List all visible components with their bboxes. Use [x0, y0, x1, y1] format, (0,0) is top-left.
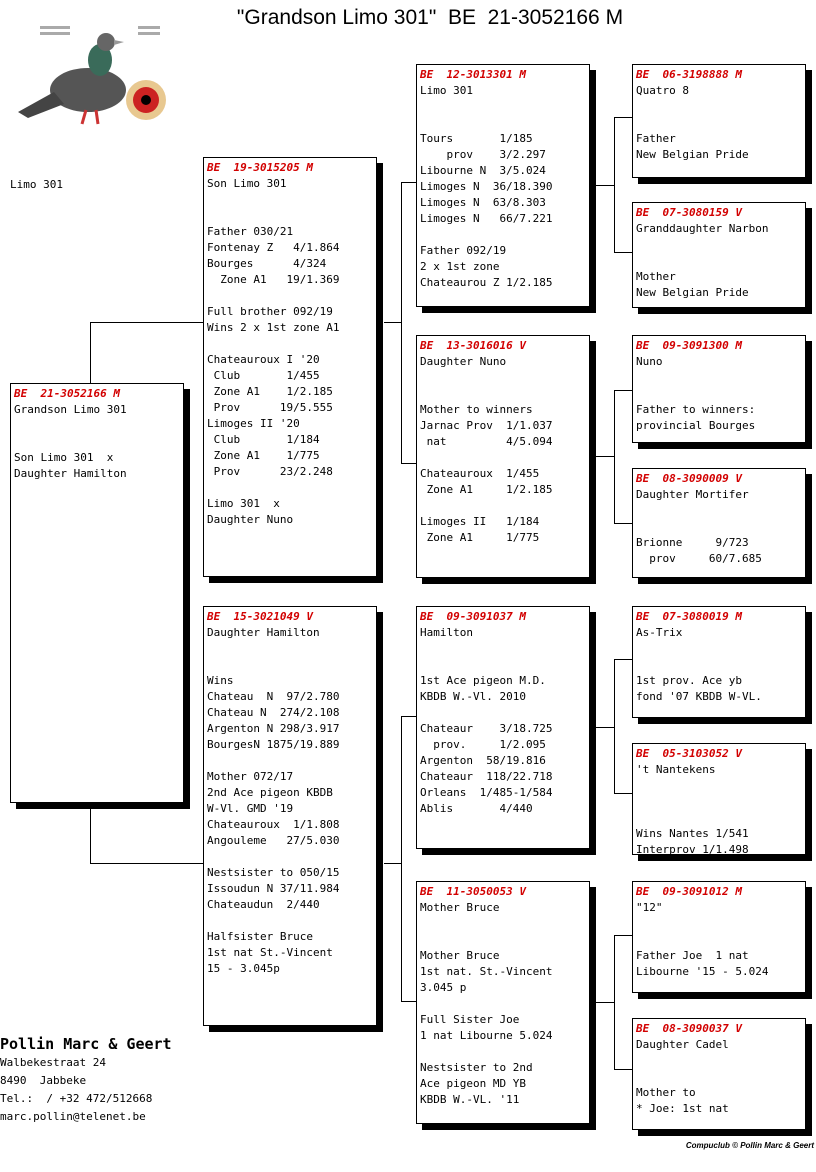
card-line: 1st nat. St.-Vincent — [420, 965, 553, 978]
card-line: Son Limo 301 — [207, 177, 287, 190]
card-line: Chateaurou Z 1/2.185 — [420, 276, 553, 289]
ring-number: BE 08-3090037 V — [636, 1022, 742, 1035]
card-line: Chateauroux 1/455 — [420, 467, 540, 480]
card-line — [420, 932, 586, 948]
card-line — [636, 386, 802, 402]
card-line: Club 1/184 — [207, 433, 320, 446]
card-line: Nestsister to 050/15 — [207, 866, 340, 879]
ring-number: BE 09-3091012 M — [636, 885, 742, 898]
card-line: 't Nantekens — [636, 763, 716, 776]
pigeon-logo-icon — [18, 20, 168, 130]
card-line: 1 nat Libourne 5.024 — [420, 1029, 553, 1042]
owner-name: Pollin Marc & Geert — [0, 1035, 172, 1053]
card-line — [420, 115, 586, 131]
card-line: Son Limo 301 x — [14, 451, 114, 464]
card-line — [636, 641, 802, 657]
card-line: Daughter Nuno — [420, 355, 507, 368]
card-line: Daughter Hamilton — [14, 467, 127, 480]
card-line — [636, 810, 802, 826]
card-father-mother — [416, 335, 590, 578]
card-line: KBDB W.-Vl. 2010 — [420, 690, 526, 703]
card-line: Issoudun N 37/11.984 — [207, 882, 340, 895]
card-line: "12" — [636, 901, 663, 914]
card-mff — [632, 606, 806, 718]
card-line: Mother Bruce — [420, 949, 500, 962]
ring-number: BE 15-3021049 V — [207, 610, 313, 623]
card-mother-mother — [416, 881, 590, 1124]
ring-number: BE 19-3015205 M — [207, 161, 313, 174]
card-line: Chateau N 274/2.108 — [207, 706, 340, 719]
card-line — [420, 1044, 586, 1060]
card-line — [207, 336, 373, 352]
card-line: Nuno — [636, 355, 663, 368]
owner-email[interactable]: marc.pollin@telenet.be — [0, 1110, 146, 1123]
card-line: 1st nat St.-Vincent — [207, 946, 333, 959]
card-line: Libourne N 3/5.024 — [420, 164, 546, 177]
card-line — [207, 208, 373, 224]
card-line: Mother 072/17 — [207, 770, 294, 783]
card-line: 2 x 1st zone — [420, 260, 500, 273]
card-line: New Belgian Pride — [636, 286, 749, 299]
card-line — [636, 519, 802, 535]
card-line — [420, 99, 586, 115]
card-line: Fontenay Z 4/1.864 — [207, 241, 340, 254]
owner-address: Walbekestraat 24 — [0, 1056, 106, 1069]
card-line — [636, 237, 802, 253]
card-line: Mother — [636, 270, 676, 283]
card-line — [636, 916, 802, 932]
card-line: Granddaughter Narbon — [636, 222, 769, 235]
card-line: provincial Bourges — [636, 419, 756, 432]
card-line: Wins Nantes 1/541 — [636, 827, 749, 840]
owner-city: 8490 Jabbeke — [0, 1074, 87, 1087]
ring-number: BE 06-3198888 M — [636, 68, 742, 81]
card-line: Ace pigeon MD YB — [420, 1077, 526, 1090]
card-line — [636, 1069, 802, 1085]
card-line: Club 1/455 — [207, 369, 320, 382]
card-mother-father — [416, 606, 590, 849]
ring-number: BE 09-3091300 M — [636, 339, 742, 352]
card-fmm — [632, 468, 806, 578]
card-line: Chateaur 118/22.718 — [420, 770, 553, 783]
card-line: Argenton N 298/3.917 — [207, 722, 340, 735]
card-line: Daughter Hamilton — [207, 626, 320, 639]
card-line — [420, 705, 586, 721]
card-line — [636, 657, 802, 673]
ring-number: BE 05-3103052 V — [636, 747, 742, 760]
card-line: Daughter Cadel — [636, 1038, 729, 1051]
card-line: Zone A1 1/2.185 — [207, 385, 333, 398]
card-line — [207, 192, 373, 208]
card-line — [420, 386, 586, 402]
card-line: Limoges N 63/8.303 — [420, 196, 546, 209]
card-line — [207, 641, 373, 657]
card-ffm — [632, 202, 806, 308]
card-line: Zone A1 1/775 — [207, 449, 320, 462]
card-line: Wins — [207, 674, 234, 687]
card-line: * Joe: 1st nat — [636, 1102, 729, 1115]
ring-number: BE 13-3016016 V — [420, 339, 526, 352]
card-line: Mother to — [636, 1086, 696, 1099]
card-line: Full Sister Joe — [420, 1013, 520, 1026]
card-line — [420, 227, 586, 243]
card-line: Nestsister to 2nd — [420, 1061, 533, 1074]
card-line — [420, 450, 586, 466]
ring-number: BE 08-3090009 V — [636, 472, 742, 485]
card-line — [420, 916, 586, 932]
card-line: Limoges N 36/18.390 — [420, 180, 553, 193]
card-line — [207, 480, 373, 496]
card-line: nat 4/5.094 — [420, 435, 553, 448]
card-line: Chateauroux 1/1.808 — [207, 818, 340, 831]
card-line: Mother Bruce — [420, 901, 500, 914]
card-line — [636, 778, 802, 794]
card-line: Ablis 4/440 — [420, 802, 533, 815]
card-line: Jarnac Prov 1/1.037 — [420, 419, 553, 432]
card-line — [636, 115, 802, 131]
card-line — [420, 641, 586, 657]
card-line: Prov 19/5.555 — [207, 401, 333, 414]
card-line: 1st prov. Ace yb — [636, 674, 742, 687]
card-line: 1st Ace pigeon M.D. — [420, 674, 546, 687]
ring-number: BE 09-3091037 M — [420, 610, 526, 623]
card-line: prov 3/2.297 — [420, 148, 546, 161]
card-line: 3.045 p — [420, 981, 467, 994]
card-line — [207, 657, 373, 673]
card-father-father — [416, 64, 590, 307]
card-line — [636, 99, 802, 115]
card-line: Halfsister Bruce — [207, 930, 313, 943]
owner-block — [0, 1034, 172, 1126]
card-subject — [10, 383, 184, 803]
card-line — [207, 288, 373, 304]
card-line: fond '07 KBDB W-VL. — [636, 690, 762, 703]
card-line — [207, 849, 373, 865]
card-line: BourgesN 1875/19.889 — [207, 738, 340, 751]
card-fff — [632, 64, 806, 178]
card-line: Prov 23/2.248 — [207, 465, 333, 478]
card-line: Wins 2 x 1st zone A1 — [207, 321, 340, 334]
card-line: KBDB W.-VL. '11 — [420, 1093, 520, 1106]
card-line: Limo 301 x — [207, 497, 280, 510]
card-line: Zone A1 19/1.369 — [207, 273, 340, 286]
card-line: Father Joe 1 nat — [636, 949, 749, 962]
card-fmf — [632, 335, 806, 443]
ring-number: BE 11-3050053 V — [420, 885, 526, 898]
card-line — [14, 434, 180, 450]
ring-number: BE 12-3013301 M — [420, 68, 526, 81]
card-line: W-Vl. GMD '19 — [207, 802, 294, 815]
card-line: Hamilton — [420, 626, 473, 639]
owner-phone: Tel.: / +32 472/512668 — [0, 1092, 153, 1105]
card-father — [203, 157, 377, 577]
card-line: Full brother 092/19 — [207, 305, 333, 318]
card-line — [636, 253, 802, 269]
card-line — [420, 370, 586, 386]
card-line: prov 60/7.685 — [636, 552, 762, 565]
card-line — [636, 370, 802, 386]
card-line: Argenton 58/19.816 — [420, 754, 546, 767]
card-mmm — [632, 1018, 806, 1130]
card-line: 2nd Ace pigeon KBDB — [207, 786, 333, 799]
card-line: Zone A1 1/2.185 — [420, 483, 553, 496]
ring-number: BE 07-3080159 V — [636, 206, 742, 219]
card-line: Grandson Limo 301 — [14, 403, 127, 416]
card-line: Father to winners: — [636, 403, 756, 416]
card-line: Father — [636, 132, 676, 145]
ring-number: BE 07-3080019 M — [636, 610, 742, 623]
card-line: prov. 1/2.095 — [420, 738, 546, 751]
card-mother — [203, 606, 377, 1026]
card-line — [420, 657, 586, 673]
pedigree-title: "Grandson Limo 301" BE 21-3052166 M — [236, 6, 624, 29]
card-line: As-Trix — [636, 626, 683, 639]
card-line — [420, 996, 586, 1012]
card-line: Interprov 1/1.498 — [636, 843, 749, 856]
card-line: Daughter Mortifer — [636, 488, 749, 501]
card-line: Father 030/21 — [207, 225, 294, 238]
card-line — [420, 498, 586, 514]
card-line: 15 - 3.045p — [207, 962, 280, 975]
card-line: Quatro 8 — [636, 84, 689, 97]
card-line: Libourne '15 - 5.024 — [636, 965, 769, 978]
card-line: Bourges 4/324 — [207, 257, 327, 270]
ring-number: BE 21-3052166 M — [14, 387, 120, 400]
card-line: Daughter Nuno — [207, 513, 294, 526]
side-label: Limo 301 — [10, 178, 63, 191]
card-line: Zone A1 1/775 — [420, 531, 540, 544]
card-mfm — [632, 743, 806, 855]
card-line — [207, 913, 373, 929]
card-line: Limoges II 1/184 — [420, 515, 540, 528]
card-mmf — [632, 881, 806, 993]
card-line: Orleans 1/485-1/584 — [420, 786, 553, 799]
card-line: Father 092/19 — [420, 244, 507, 257]
card-line — [636, 794, 802, 810]
card-line: Limoges II '20 — [207, 417, 300, 430]
card-line: Limo 301 — [420, 84, 473, 97]
card-line: Tours 1/185 — [420, 132, 533, 145]
card-line: Limoges N 66/7.221 — [420, 212, 553, 225]
card-line: Chateauroux I '20 — [207, 353, 320, 366]
card-line — [636, 932, 802, 948]
card-line: Brionne 9/723 — [636, 536, 749, 549]
card-line: Mother to winners — [420, 403, 533, 416]
card-line — [636, 503, 802, 519]
card-line — [207, 753, 373, 769]
card-line — [14, 418, 180, 434]
card-line: Angouleme 27/5.030 — [207, 834, 340, 847]
card-line: New Belgian Pride — [636, 148, 749, 161]
card-line — [636, 1053, 802, 1069]
card-line: Chateaudun 2/440 — [207, 898, 320, 911]
card-line: Chateau N 97/2.780 — [207, 690, 340, 703]
footer-credit: Compuclub © Pollin Marc & Geert — [685, 1141, 814, 1150]
card-line: Chateaur 3/18.725 — [420, 722, 553, 735]
